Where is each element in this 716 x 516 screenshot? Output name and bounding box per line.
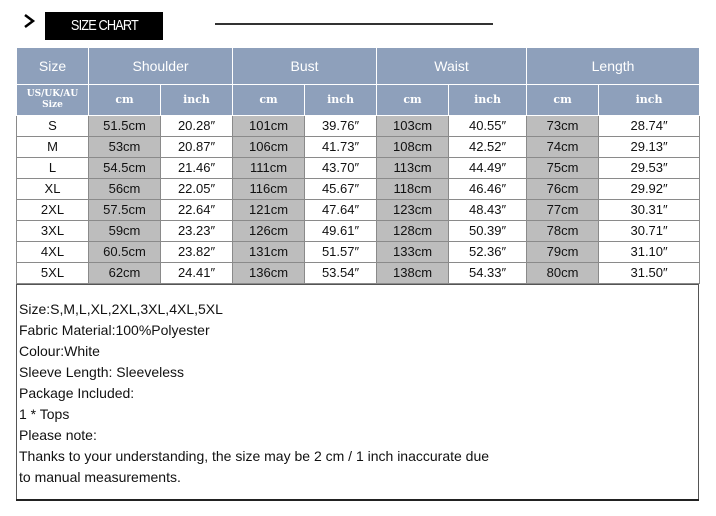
cell-bust-cm: 121cm (233, 200, 305, 221)
cell-length-inch: 29.53″ (599, 158, 700, 179)
cell-waist-inch: 46.46″ (449, 179, 527, 200)
cell-bust-inch: 53.54″ (305, 263, 377, 284)
cell-bust-cm: 126cm (233, 221, 305, 242)
group-header-waist: Waist (377, 48, 527, 85)
cell-waist-cm: 123cm (377, 200, 449, 221)
cell-waist-cm: 103cm (377, 116, 449, 137)
info-line: Size:S,M,L,XL,2XL,3XL,4XL,5XL (19, 301, 223, 317)
cell-shoulder-inch: 20.87″ (161, 137, 233, 158)
cell-length-cm: 77cm (527, 200, 599, 221)
cell-waist-inch: 44.49″ (449, 158, 527, 179)
cell-shoulder-cm: 53cm (89, 137, 161, 158)
cell-length-inch: 31.10″ (599, 242, 700, 263)
cell-size: L (17, 158, 89, 179)
cell-bust-inch: 45.67″ (305, 179, 377, 200)
cell-shoulder-cm: 57.5cm (89, 200, 161, 221)
cell-waist-cm: 113cm (377, 158, 449, 179)
table-unit-header-row (17, 85, 700, 116)
table-row (17, 158, 700, 179)
unit-header-inch: inch (161, 85, 233, 116)
cell-length-inch: 28.74″ (599, 116, 700, 137)
table-row (17, 200, 700, 221)
cell-bust-cm: 131cm (233, 242, 305, 263)
cell-bust-inch: 39.76″ (305, 116, 377, 137)
cell-size: 5XL (17, 263, 89, 284)
cell-length-inch: 30.31″ (599, 200, 700, 221)
cell-length-inch: 30.71″ (599, 221, 700, 242)
cell-waist-cm: 133cm (377, 242, 449, 263)
table-row (17, 242, 700, 263)
info-line: Package Included: (19, 385, 135, 401)
cell-waist-inch: 50.39″ (449, 221, 527, 242)
header (0, 0, 716, 48)
size-chart-title (45, 12, 163, 40)
product-info-box (16, 284, 699, 501)
cell-shoulder-inch: 24.41″ (161, 263, 233, 284)
cell-length-cm: 74cm (527, 137, 599, 158)
cell-bust-inch: 47.64″ (305, 200, 377, 221)
cell-shoulder-cm: 59cm (89, 221, 161, 242)
cell-waist-inch: 54.33″ (449, 263, 527, 284)
size-chart-title-text: SIZE CHART (70, 17, 138, 34)
cell-waist-inch: 52.36″ (449, 242, 527, 263)
cell-waist-inch: 42.52″ (449, 137, 527, 158)
cell-size: XL (17, 179, 89, 200)
title-divider (215, 23, 493, 25)
size-chart-table (16, 47, 700, 284)
cell-bust-cm: 136cm (233, 263, 305, 284)
table-group-header-row (17, 48, 700, 85)
unit-header-inch: inch (305, 85, 377, 116)
table-row (17, 179, 700, 200)
cell-shoulder-inch: 23.82″ (161, 242, 233, 263)
cell-shoulder-inch: 20.28″ (161, 116, 233, 137)
size-chart-table-wrapper (16, 47, 699, 284)
cell-length-cm: 78cm (527, 221, 599, 242)
cell-waist-inch: 48.43″ (449, 200, 527, 221)
table-body (17, 116, 700, 284)
cell-shoulder-inch: 22.64″ (161, 200, 233, 221)
info-line: Colour:White (19, 343, 100, 359)
cell-bust-cm: 106cm (233, 137, 305, 158)
cell-length-inch: 31.50″ (599, 263, 700, 284)
cell-shoulder-cm: 54.5cm (89, 158, 161, 179)
cell-length-cm: 73cm (527, 116, 599, 137)
cell-bust-inch: 51.57″ (305, 242, 377, 263)
cell-length-cm: 80cm (527, 263, 599, 284)
info-line: Fabric Material:100%Polyester (19, 322, 210, 338)
cell-length-cm: 75cm (527, 158, 599, 179)
group-header-length: Length (527, 48, 700, 85)
cell-waist-inch: 40.55″ (449, 116, 527, 137)
cell-length-cm: 79cm (527, 242, 599, 263)
cell-shoulder-inch: 22.05″ (161, 179, 233, 200)
group-header-bust: Bust (233, 48, 377, 85)
cell-size: 4XL (17, 242, 89, 263)
cell-shoulder-cm: 56cm (89, 179, 161, 200)
cell-size: 2XL (17, 200, 89, 221)
group-header-shoulder: Shoulder (89, 48, 233, 85)
table-row (17, 263, 700, 284)
cell-bust-inch: 41.73″ (305, 137, 377, 158)
unit-header-cm: cm (377, 85, 449, 116)
cell-bust-inch: 49.61″ (305, 221, 377, 242)
table-row (17, 137, 700, 158)
unit-header-cm: cm (89, 85, 161, 116)
info-line: to manual measurements. (19, 469, 181, 485)
chevron-right-icon (22, 14, 36, 28)
unit-header-size-system: US/UK/AU Size (17, 85, 89, 116)
unit-header-inch: inch (449, 85, 527, 116)
unit-header-cm: cm (233, 85, 305, 116)
product-info-text (19, 299, 489, 488)
info-line: Sleeve Length: Sleeveless (19, 364, 184, 380)
cell-shoulder-cm: 51.5cm (89, 116, 161, 137)
unit-header-inch: inch (599, 85, 700, 116)
cell-waist-cm: 138cm (377, 263, 449, 284)
cell-size: S (17, 116, 89, 137)
cell-size: 3XL (17, 221, 89, 242)
cell-shoulder-inch: 21.46″ (161, 158, 233, 179)
cell-size: M (17, 137, 89, 158)
cell-bust-inch: 43.70″ (305, 158, 377, 179)
cell-waist-cm: 118cm (377, 179, 449, 200)
unit-header-cm: cm (527, 85, 599, 116)
cell-bust-cm: 116cm (233, 179, 305, 200)
cell-shoulder-inch: 23.23″ (161, 221, 233, 242)
cell-bust-cm: 111cm (233, 158, 305, 179)
info-line: Thanks to your understanding, the size may be 2 cm / 1 inch inaccurate due (19, 448, 490, 464)
cell-shoulder-cm: 60.5cm (89, 242, 161, 263)
bottom-divider (16, 499, 699, 501)
table-row (17, 116, 700, 137)
info-line: 1 * Tops (19, 406, 70, 422)
cell-length-cm: 76cm (527, 179, 599, 200)
info-line: Please note: (19, 427, 97, 443)
cell-length-inch: 29.13″ (599, 137, 700, 158)
cell-shoulder-cm: 62cm (89, 263, 161, 284)
cell-length-inch: 29.92″ (599, 179, 700, 200)
cell-waist-cm: 108cm (377, 137, 449, 158)
group-header-size: Size (17, 48, 89, 85)
table-row (17, 221, 700, 242)
cell-waist-cm: 128cm (377, 221, 449, 242)
cell-bust-cm: 101cm (233, 116, 305, 137)
